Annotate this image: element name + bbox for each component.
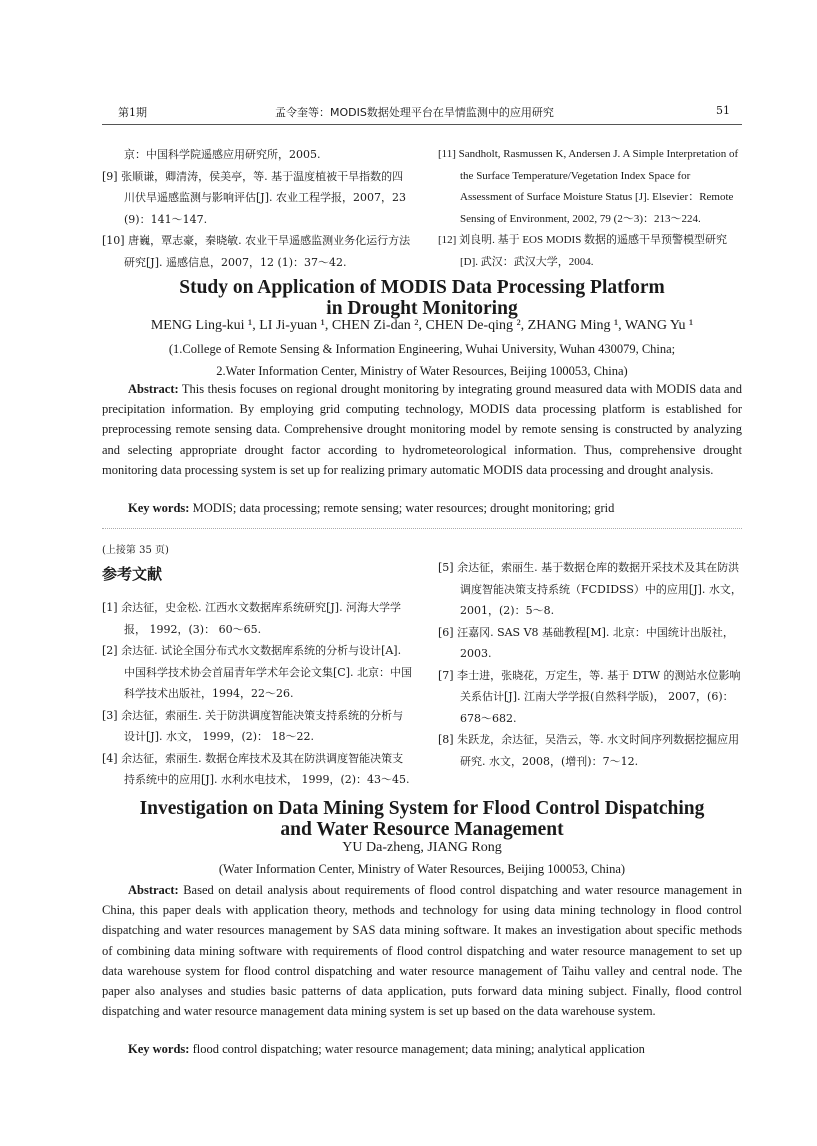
- reference-item: [6] 汪嘉冈. SAS V8 基础教程[M]. 北京：中国统计出版社，2003.: [438, 625, 734, 660]
- reference-item: [5] 余达征，索丽生. 基于数据仓库的数据开采技术及其在防洪调度智能决策支持系统（FCDIDSS）中的应用[J]. 水文，2001，(2)：5～8.: [438, 561, 742, 617]
- running-title: 孟令奎等：MODIS数据处理平台在旱情监测中的应用研究: [275, 106, 554, 119]
- article1-affiliations: [102, 338, 742, 382]
- abstract-text: Based on detail analysis about requirements of flood control dispatching and water resource management in China, this paper deals with application theory, methods and technology for using data mining technology in flood control dispatching and water resources management by SAS data mining software. It makes an investigation about specific methods of combining data mining software with requirements of flood control dispatching and water resource management to set up data warehouse system for flood control dispatching and water resource management of Taihu valley and central node. The paper also analyses and studies basic patterns of data application, puts forward data mining subject. Finally, flood control dispatching and water resource management data mining system is set up based on the data warehouse system.: [102, 883, 743, 1019]
- abstract-text: This thesis focuses on regional drought monitoring by integrating ground measured data with MODIS data and precipitation information. By employing grid computing technology, MODIS data processing platform is established for preprocessing remote sensing data. Comprehensive drought monitoring model by remote sensing is constructed by analyzing and selecting appropriate drought factor according to hydrometeorological information. Thus, comprehensive drought monitoring data processing system is set up for realizing primary automatic MODIS data processing and drought analysis.: [102, 382, 742, 477]
- section-divider: [102, 528, 742, 529]
- article2-affiliation: (Water Information Center, Ministry of Water Resources, Beijing 100053, China): [218, 862, 626, 876]
- reference-item: [3] 余达征，索丽生. 关于防洪调度智能决策支持系统的分析与设计[J]. 水文， 1999，(2)： 18～22.: [102, 708, 404, 743]
- keywords-text: flood control dispatching; water resource management; data mining; analytical application: [192, 1042, 645, 1056]
- page-number: 51: [716, 104, 730, 117]
- article2-title-line2: and Water Resource Management: [280, 819, 564, 840]
- refs-bottom-left: [102, 597, 414, 791]
- refs-top-right: [438, 144, 744, 273]
- reference-item: [9] 张顺谦，卿清涛，侯美亭，等. 基于温度植被干旱指数的四川伏旱遥感监测与影响评估[J]. 农业工程学报，2007，23 (9)：141～147.: [102, 169, 406, 226]
- keywords-text: MODIS; data processing; remote sensing; water resources; drought monitoring; grid: [192, 501, 615, 515]
- reference-item: [4] 余达征，索丽生. 数据仓库技术及其在防洪调度智能决策支持系统中的应用[J]. 水利水电技术， 1999，(2)：43～45.: [102, 751, 410, 786]
- reference-item: [12] 刘良明. 基于 EOS MODIS 数据的遥感干旱预警模型研究[D]. 武汉：武汉大学，2004.: [438, 234, 728, 268]
- refs-bottom-right: [438, 557, 744, 772]
- keywords-label: Key words:: [128, 501, 190, 515]
- abstract-label: Abstract:: [128, 382, 179, 396]
- reference-item: [8] 朱跃龙，余达征，吴浩云，等. 水文时间序列数据挖掘应用研究. 水文，2008，(增刊)：7～12.: [438, 733, 740, 768]
- issue-label: 第1期: [118, 106, 147, 119]
- refs-top-left: [102, 144, 414, 273]
- article1-keywords: [128, 501, 742, 516]
- article1-title-line2: in Drought Monitoring: [326, 298, 518, 319]
- article1-abstract: [102, 379, 742, 480]
- article2-authors: YU Da-zheng, JIANG Rong: [342, 840, 502, 855]
- reference-item: [7] 李士进，张晓花，万定生，等. 基于 DTW 的测站水位影响关系估计[J]. 江南大学学报(自然科学版)， 2007，(6)：678～682.: [438, 668, 741, 725]
- article2-title: [102, 798, 742, 840]
- article1-title-line1: Study on Application of MODIS Data Processing Platform: [179, 277, 665, 298]
- reference-item: [2] 余达征. 试论全国分布式水文数据库系统的分析与设计[A]. 中国科学技术协会首届青年学术年会论文集[C]. 北京：中国科学技术出版社，1994，22～26.: [102, 644, 412, 700]
- keywords-label: Key words:: [128, 1042, 190, 1056]
- article2-keywords: [128, 1042, 742, 1057]
- reference-item: [11] Sandholt, Rasmussen K, Andersen J. A Simple Interpretation of the Surface Temperature/Vegetation Index Space for Assessment of Surface Moisture Status [J]. Elsevier：Remote Sensing of Environment, 2002, 79 (2～3)：213～224.: [438, 148, 739, 225]
- continued-note: (上接第 35 页): [102, 545, 169, 556]
- article1-affil-2: 2.Water Information Center, Ministry of Water Resources, Beijing 100053, China): [216, 364, 628, 378]
- article2-abstract: [102, 880, 742, 1021]
- article1-title: [102, 277, 742, 319]
- references-heading: 参考文献: [102, 565, 163, 583]
- reference-item: [1] 余达征，史金松. 江西水文数据库系统研究[J]. 河海大学学报， 1992，(3)： 60～65.: [102, 601, 402, 636]
- article1-affil-1: (1.College of Remote Sensing & Information Engineering, Wuhai University, Wuhan 430079, China;: [168, 342, 676, 356]
- reference-item: [10] 唐巍，覃志豪，秦晓敏. 农业干旱遥感监测业务化运行方法研究[J]. 遥感信息，2007，12 (1)：37～42.: [102, 234, 411, 269]
- article1-authors: MENG Ling-kui ¹, LI Ji-yuan ¹, CHEN Zi-dan ², CHEN De-qing ², ZHANG Ming ¹, WANG Yu ¹: [150, 318, 694, 333]
- header-rule: [102, 124, 742, 125]
- reference-item: 京：中国科学院遥感应用研究所，2005.: [124, 148, 321, 161]
- article2-title-line1: Investigation on Data Mining System for Flood Control Dispatching: [139, 798, 705, 819]
- abstract-label: Abstract:: [128, 883, 179, 897]
